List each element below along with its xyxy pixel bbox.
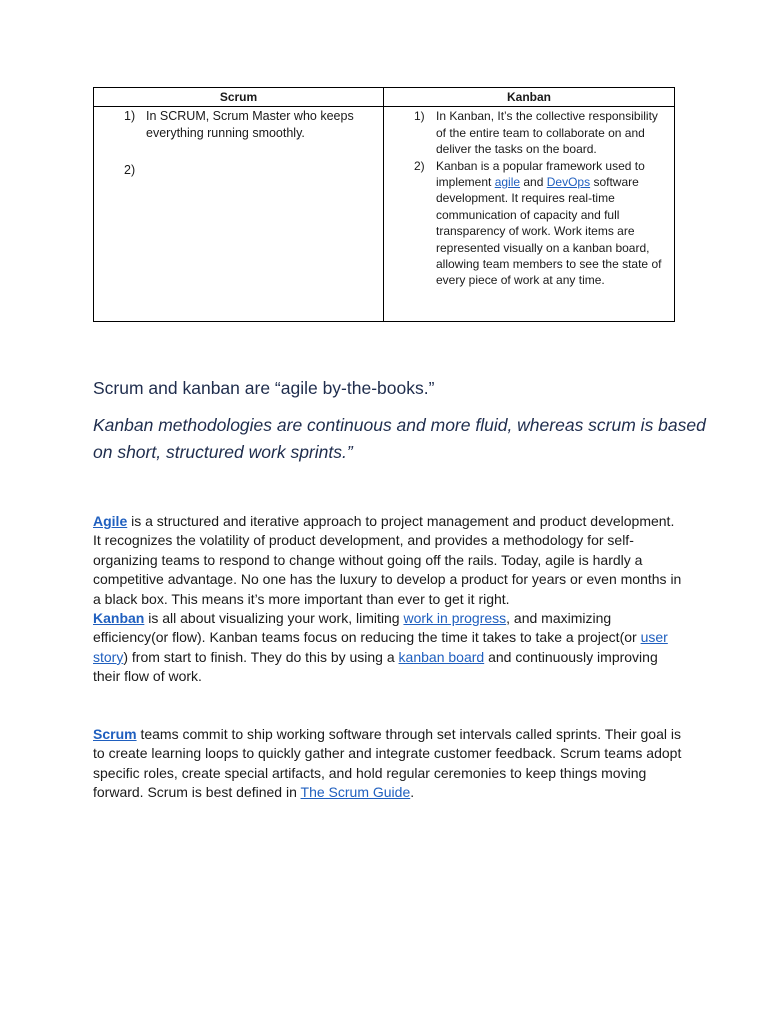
kanban-text-1: is all about visualizing your work, limiting: [144, 610, 404, 627]
item-text-mid: and: [520, 175, 547, 190]
agile-books-quote: Scrum and kanban are “agile by-the-books.”: [93, 378, 435, 398]
agile-paragraph: [93, 512, 683, 609]
kanban-board-link[interactable]: kanban board: [398, 648, 485, 665]
table-row: [94, 107, 675, 322]
item-number: 2): [414, 158, 425, 173]
item-text: [146, 163, 149, 177]
item-text-end: software development. It requires real-time communication of capacity and full transparency of work. Work items are represented visually on a kanban board, allowing team members to see the state of every piece of work at any time.: [436, 175, 662, 288]
item-number: 2): [124, 163, 136, 178]
user-story-link[interactable]: user story: [93, 629, 668, 665]
item-number: 1): [124, 109, 136, 124]
header-kanban: Kanban: [384, 88, 675, 107]
list-item: [390, 158, 668, 289]
table-header-row: [94, 88, 675, 107]
devops-link[interactable]: DevOps: [546, 175, 591, 190]
list-item: [100, 162, 377, 179]
scrum-text: teams commit to ship working software through set intervals called sprints. Their goal is to create learning loops to quickly gather and integrate customer feedback. Scrum teams adopt specific roles, create special artifacts, and hold regular ceremonies to keep things moving forward. Scrum is best defined in: [93, 726, 682, 801]
item-text-start: Kanban is a popular framework used to implement: [436, 158, 645, 190]
work-in-progress-link[interactable]: work in progress: [403, 610, 507, 627]
scrum-cell: [94, 107, 384, 322]
list-item: [390, 108, 668, 157]
kanban-text-3: ) from start to finish. They do this by using a: [123, 648, 399, 665]
item-text: In Kanban, It’s the collective responsibility of the entire team to collaborate on and deliver the tasks on the board.: [436, 109, 658, 157]
kanban-scrum-quote: Kanban methodologies are continuous and more fluid, whereas scrum is based on short, structured work sprints.”: [93, 415, 706, 462]
scrum-paragraph: [93, 725, 683, 803]
kanban-cell: [384, 107, 675, 322]
header-scrum: Scrum: [94, 88, 384, 107]
agile-link[interactable]: agile: [494, 175, 521, 190]
item-number: 1): [414, 109, 425, 124]
scrum-list: [100, 108, 377, 179]
agile-term-link[interactable]: Agile: [93, 513, 128, 529]
agile-kanban-section: [93, 512, 683, 687]
scrum-section: [93, 725, 683, 803]
kanban-term-link[interactable]: Kanban: [93, 610, 145, 627]
comparison-table: [93, 87, 675, 322]
kanban-list: [390, 108, 668, 288]
kanban-text-4: and continuously improving their flow of work.: [93, 648, 658, 685]
item-text: In SCRUM, Scrum Master who keeps everything running smoothly.: [146, 109, 354, 141]
scrum-text-end: .: [410, 784, 415, 801]
scrum-term-link[interactable]: Scrum: [93, 726, 137, 742]
agile-text: is a structured and iterative approach to project management and product development. It recognizes the volatility of product development, and provides a methodology for self-organizing teams to respond to change without going off the rails. Today, agile is hardly a competitive advantage. No one has the luxury to develop a product for years or even months in a black box. This means it’s more important than ever to get it right.: [93, 513, 682, 607]
scrum-guide-link[interactable]: The Scrum Guide: [300, 784, 411, 801]
kanban-text-2: , and maximizing efficiency(or flow). Kanban teams focus on reducing the time it takes to take a project(or: [93, 610, 641, 646]
list-item: [100, 108, 377, 142]
kanban-paragraph: [93, 609, 683, 687]
